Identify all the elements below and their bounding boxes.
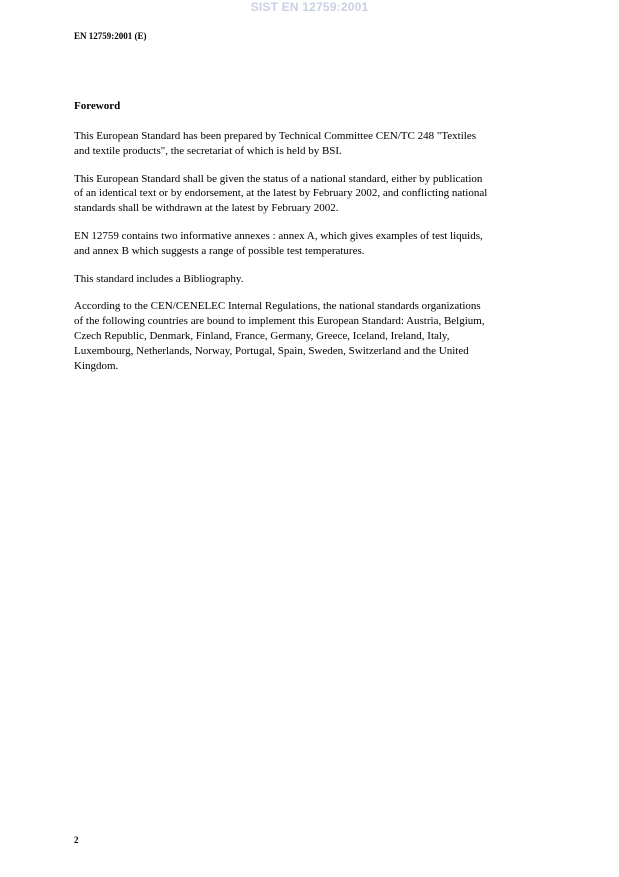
text-line: EN 12759 contains two informative annexes : annex A, which gives examples of test liquids, xyxy=(74,229,483,242)
watermark: SIST EN 12759:2001 xyxy=(250,0,369,14)
paragraph-3 xyxy=(74,229,554,259)
section-heading: Foreword xyxy=(74,100,121,112)
text-line: This standard includes a Bibliography. xyxy=(74,272,244,285)
document-id: EN 12759:2001 (E) xyxy=(74,31,147,41)
text-line: This European Standard has been prepared by Technical Committee CEN/TC 248 "Textiles xyxy=(74,130,476,142)
page-number: 2 xyxy=(74,835,79,845)
text-line: of an identical text or by endorsement, at the latest by February 2002, and conflicting national xyxy=(74,187,488,200)
text-line: This European Standard shall be given the status of a national standard, either by publication xyxy=(74,172,483,185)
text-line: of the following countries are bound to implement this European Standard: Austria, Belgium, xyxy=(74,315,485,328)
text-line: Czech Republic, Denmark, Finland, France, Germany, Greece, Iceland, Ireland, Italy, xyxy=(74,329,450,342)
text-line: and textile products", the secretariat of which is held by BSI. xyxy=(74,144,342,157)
text-line: Kingdom. xyxy=(74,359,119,372)
paragraph-2 xyxy=(74,172,554,216)
paragraph-4 xyxy=(74,272,554,287)
text-line: Luxembourg, Netherlands, Norway, Portugal, Spain, Sweden, Switzerland and the United xyxy=(74,344,469,357)
paragraph-1 xyxy=(74,129,554,159)
text-line: and annex B which suggests a range of possible test temperatures. xyxy=(74,244,365,257)
text-line: According to the CEN/CENELEC Internal Regulations, the national standards organizations xyxy=(74,300,481,313)
paragraph-5 xyxy=(74,299,554,373)
foreword-body xyxy=(74,129,554,386)
text-line: standards shall be withdrawn at the latest by February 2002. xyxy=(74,202,339,215)
